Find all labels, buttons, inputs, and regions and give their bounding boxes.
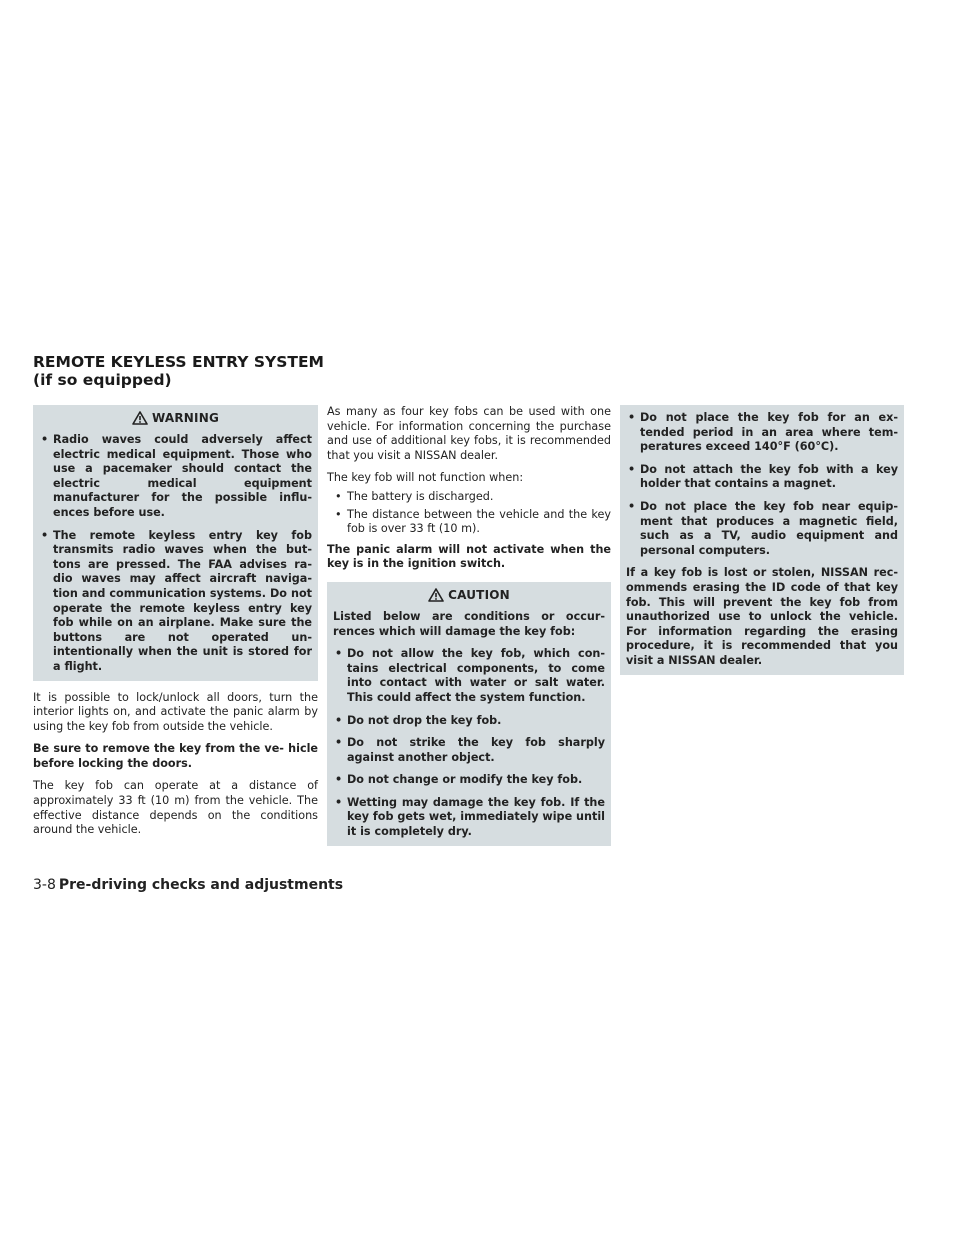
caution-item: • Do not strike the key fob sharply against another object. [333,736,605,765]
warning-list [39,433,312,675]
caution-item: • Wetting may damage the key fob. If the key fob gets wet, immediately wipe until it is completely dry. [333,796,605,840]
caution-item: • Do not place the key fob near equip- ment that produces a magnetic field, such as a TV, audio equipment and personal computers. [626,500,898,558]
list-item: • The distance between the vehicle and the key fob is over 33 ft (10 m). [333,508,611,537]
warning-triangle-icon [428,588,444,602]
warning-label: WARNING [151,411,220,425]
body-paragraph: It is possible to lock/unlock all doors, turn the interior lights on, and activate the panic alarm by using the key fob from outside the vehicle. [33,690,318,733]
warning-box [33,405,318,681]
caution-item: • Do not place the key fob for an ex- tended period in an area where tem- peratures exceed 140°F (60°C). [626,411,898,455]
page-footer [33,877,343,893]
caution-item: • Do not change or modify the key fob. [333,773,605,788]
list-item: • The battery is discharged. [333,490,611,505]
warning-item: • The remote keyless entry key fob transmits radio waves when the but- tons are pressed. The FAA advises ra- dio waves may affect aircraft naviga- tion and communication systems. Do not operate the remote keyless entry key fob while on an airplane. Make sure the buttons are not operated un- intentionally when the unit is stored for a flight. [39,529,312,675]
column-2 [327,405,611,846]
caution-list [333,647,605,840]
caution-note: If a key fob is lost or stolen, NISSAN rec- ommends erasing the ID code of that key fob. This will prevent the key fob from unauthorized use to unlock the vehicle. For information regarding the erasing procedure, it is recommended that you visit a NISSAN dealer. [626,566,898,667]
body-paragraph: The key fob can operate at a distance of approximately 33 ft (10 m) from the vehicle. The effective distance depends on the conditions around the vehicle. [33,779,318,837]
warning-item: • Radio waves could adversely affect electric medical equipment. Those who use a pacemaker should contact the electric medical equipment manufacturer for the possible influ- ences before use. [39,433,312,521]
caution-item: • Do not allow the key fob, which con- tains electrical components, to come into contact with water or salt water. This could affect the system function. [333,647,605,705]
caution-header [333,586,605,604]
section-title: REMOTE KEYLESS ENTRY SYSTEM (if so equipped) [33,353,324,389]
caution-intro: Listed below are conditions or occur- rences which will damage the key fob: [333,609,605,638]
caution-list-continued [626,411,898,558]
caution-item: • Do not drop the key fob. [333,714,605,729]
warning-header [39,409,312,427]
page-number: 3-8 [33,877,56,893]
column-1 [33,405,318,846]
conditions-list [333,490,611,537]
column-3 [620,405,904,675]
warning-triangle-icon [132,411,148,425]
caution-box [327,582,611,846]
caution-item: • Do not attach the key fob with a key holder that contains a magnet. [626,463,898,492]
panic-note: The panic alarm will not activate when the key is in the ignition switch. [327,542,611,571]
body-paragraph: The key fob will not function when: [327,471,524,485]
body-paragraph-bold: Be sure to remove the key from the ve- hicle before locking the doors. [33,742,318,770]
caution-box-continued [620,405,904,675]
chapter-title: Pre-driving checks and adjustments [58,877,344,893]
body-paragraph: As many as four key fobs can be used with one vehicle. For information concerning the purchase and use of additional key fobs, it is recommended that you visit a NISSAN dealer. [327,405,611,462]
caution-label: CAUTION [448,587,510,602]
